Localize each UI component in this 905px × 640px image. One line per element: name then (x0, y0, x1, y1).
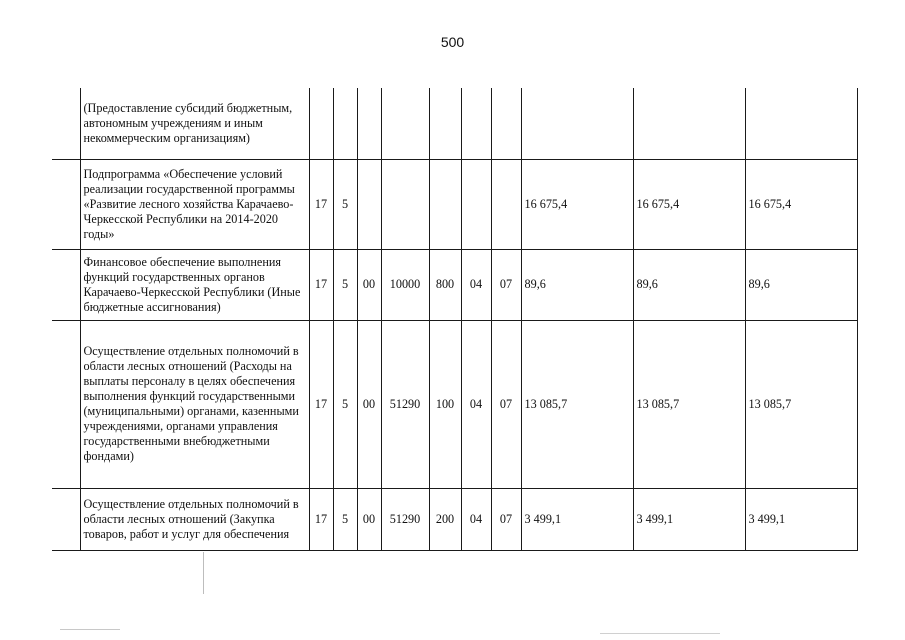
code-cell: 5 (333, 249, 357, 320)
amount-cell: 3 499,1 (521, 488, 633, 550)
code-cell: 5 (333, 159, 357, 249)
amount-cell: 89,6 (521, 249, 633, 320)
item-name-cell: Осуществление отдельных полномочий в области лесных отношений (Закупка товаров, работ и услуг для обеспечения (80, 488, 309, 550)
scan-artifact (60, 629, 120, 630)
code-cell (429, 159, 461, 249)
code-cell: 17 (309, 159, 333, 249)
amount-cell: 13 085,7 (633, 320, 745, 488)
code-cell (429, 88, 461, 159)
amount-cell: 13 085,7 (745, 320, 857, 488)
code-cell (333, 88, 357, 159)
amount-cell: 89,6 (633, 249, 745, 320)
scan-artifact (203, 552, 204, 594)
table-row (52, 88, 857, 159)
code-cell: 5 (333, 320, 357, 488)
code-cell (309, 88, 333, 159)
budget-table (52, 88, 858, 551)
code-cell: 07 (491, 488, 521, 550)
code-cell: 00 (357, 320, 381, 488)
code-cell (357, 159, 381, 249)
code-cell: 04 (461, 488, 491, 550)
item-name-cell: (Предоставление субсидий бюджетным, автономным учреждениям и иным некоммерческим организациям) (80, 88, 309, 159)
code-cell: 17 (309, 488, 333, 550)
row-number-cell (52, 88, 80, 159)
table-row (52, 488, 857, 550)
amount-cell (633, 88, 745, 159)
row-number-cell (52, 488, 80, 550)
amount-cell (745, 88, 857, 159)
scan-artifact (600, 633, 720, 634)
code-cell (381, 88, 429, 159)
row-number-cell (52, 249, 80, 320)
table-row (52, 320, 857, 488)
amount-cell: 16 675,4 (633, 159, 745, 249)
code-cell (461, 159, 491, 249)
table-body (52, 88, 857, 550)
code-cell: 00 (357, 488, 381, 550)
code-cell (491, 88, 521, 159)
amount-cell: 3 499,1 (633, 488, 745, 550)
code-cell (461, 88, 491, 159)
code-cell: 10000 (381, 249, 429, 320)
table-row (52, 249, 857, 320)
table-row (52, 159, 857, 249)
amount-cell (521, 88, 633, 159)
code-cell: 07 (491, 249, 521, 320)
code-cell: 17 (309, 320, 333, 488)
row-number-cell (52, 320, 80, 488)
code-cell: 51290 (381, 320, 429, 488)
code-cell: 200 (429, 488, 461, 550)
code-cell (381, 159, 429, 249)
amount-cell: 16 675,4 (745, 159, 857, 249)
code-cell (357, 88, 381, 159)
code-cell: 04 (461, 249, 491, 320)
amount-cell: 89,6 (745, 249, 857, 320)
code-cell: 07 (491, 320, 521, 488)
amount-cell: 13 085,7 (521, 320, 633, 488)
code-cell: 51290 (381, 488, 429, 550)
item-name-cell: Осуществление отдельных полномочий в области лесных отношений (Расходы на выплаты персоналу в целях обеспечения выполнения функций государственными (муниципальными) органами, казенными учреждениями, органами управления государственными внебюджетными фондами) (80, 320, 309, 488)
code-cell: 17 (309, 249, 333, 320)
code-cell: 5 (333, 488, 357, 550)
page-number: 500 (440, 34, 465, 50)
item-name-cell: Подпрограмма «Обеспечение условий реализации государственной программы «Развитие лесного хозяйства Карачаево-Черкесской Республики на 2014-2020 годы» (80, 159, 309, 249)
code-cell (491, 159, 521, 249)
row-number-cell (52, 159, 80, 249)
code-cell: 800 (429, 249, 461, 320)
item-name-cell: Финансовое обеспечение выполнения функций государственных органов Карачаево-Черкесской Республики (Иные бюджетные ассигнования) (80, 249, 309, 320)
amount-cell: 3 499,1 (745, 488, 857, 550)
code-cell: 04 (461, 320, 491, 488)
code-cell: 100 (429, 320, 461, 488)
code-cell: 00 (357, 249, 381, 320)
amount-cell: 16 675,4 (521, 159, 633, 249)
